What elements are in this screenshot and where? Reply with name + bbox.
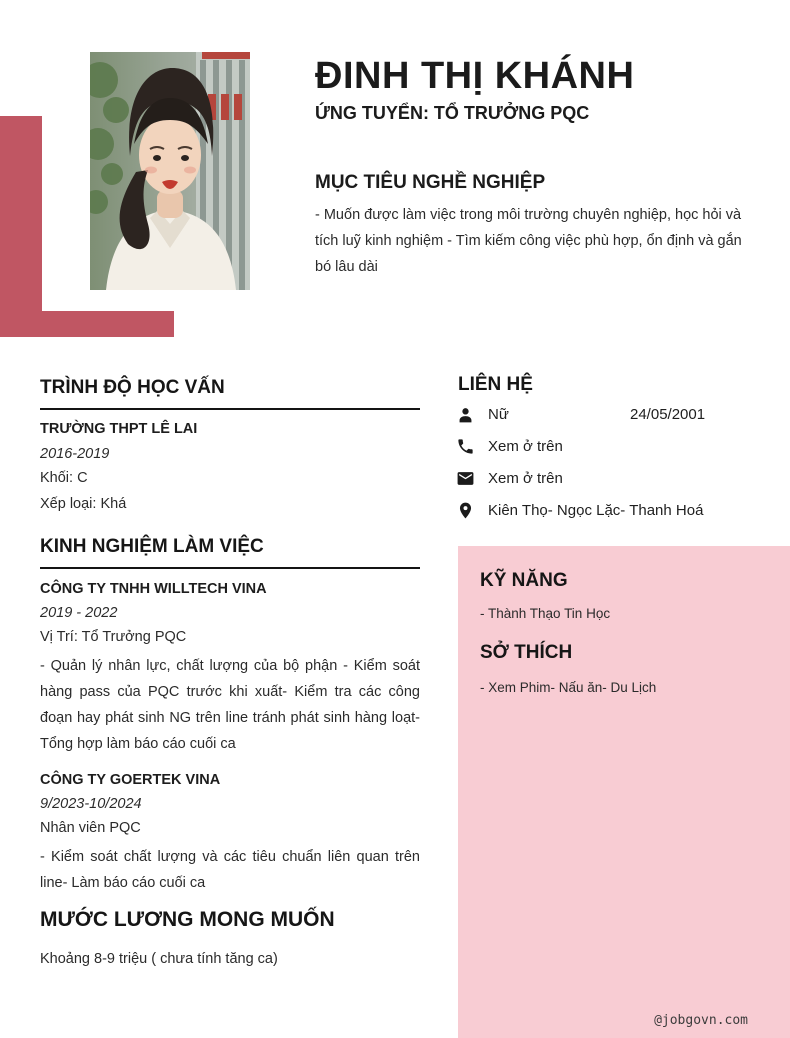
job-period: 2019 - 2022: [40, 605, 118, 621]
experience-heading: KINH NGHIỆM LÀM VIỆC: [40, 536, 420, 569]
job-description: - Quản lý nhân lực, chất lượng của bộ phận - Kiểm soát hàng pass của PQC trước khi xuất- Kiểm tra các công đoạn hay phát sinh NG trên line tránh phát sinh hàng loạt- Tổng hợp làm báo cáo cuối ca: [40, 658, 420, 752]
accent-shape-vertical: [0, 116, 42, 337]
contact-email: Xem ở trên: [488, 470, 563, 487]
job-period: 9/2023-10/2024: [40, 796, 142, 812]
salary-text: Khoảng 8-9 triệu ( chưa tính tăng ca): [40, 951, 278, 967]
skills-text: - Thành Thạo Tin Học: [480, 606, 611, 621]
contact-row-phone: [456, 437, 786, 459]
objective-text: - Muốn được làm việc trong môi trường chuyên nghiệp, học hỏi và tích luỹ kinh nghiệm - Tìm kiếm công việc phù hợp, ổn định và gắn bó lâu dài: [315, 207, 742, 275]
mail-icon: [456, 469, 475, 488]
candidate-name: ĐINH THỊ KHÁNH: [315, 55, 635, 97]
contact-address: Kiên Thọ- Ngọc Lặc- Thanh Hoá: [488, 502, 704, 519]
job-company: CÔNG TY GOERTEK VINA: [40, 772, 221, 788]
education-school: TRƯỜNG THPT LÊ LAI: [40, 421, 198, 437]
job-role: Nhân viên PQC: [40, 820, 141, 836]
person-icon: [456, 405, 475, 424]
profile-photo: [90, 52, 250, 290]
salary-heading: MƯỚC LƯƠNG MONG MUỐN: [40, 908, 335, 931]
accent-shape-horizontal: [0, 311, 174, 337]
contact-heading: LIÊN HỆ: [458, 374, 533, 395]
contact-row-gender: [456, 405, 786, 427]
contact-phone: Xem ở trên: [488, 438, 563, 455]
objective-heading: MỤC TIÊU NGHỀ NGHIỆP: [315, 172, 546, 193]
education-detail: Xếp loại: Khá: [40, 496, 127, 512]
phone-icon: [456, 437, 475, 456]
contact-row-address: [456, 501, 786, 523]
location-icon: [456, 501, 475, 520]
job-company: CÔNG TY TNHH WILLTECH VINA: [40, 581, 267, 597]
hobbies-text: - Xem Phim- Nấu ăn- Du Lịch: [480, 680, 657, 695]
skills-heading: KỸ NĂNG: [480, 570, 568, 591]
watermark: @jobgovn.com: [654, 1013, 748, 1028]
contact-birthdate: 24/05/2001: [630, 406, 706, 423]
skills-panel: [458, 546, 790, 1038]
education-period: 2016-2019: [40, 446, 110, 462]
hobbies-heading: SỞ THÍCH: [480, 642, 573, 663]
job-role: Vị Trí: Tổ Trưởng PQC: [40, 629, 187, 645]
contact-row-email: [456, 469, 786, 491]
job-description: - Kiểm soát chất lượng và các tiêu chuẩn liên quan trên line- Làm báo cáo cuối ca: [40, 849, 420, 891]
education-detail: Khối: C: [40, 470, 88, 486]
applied-position: ỨNG TUYỂN: TỔ TRƯỞNG PQC: [315, 103, 590, 123]
contact-gender: Nữ: [488, 406, 509, 423]
education-heading: TRÌNH ĐỘ HỌC VẤN: [40, 377, 420, 410]
